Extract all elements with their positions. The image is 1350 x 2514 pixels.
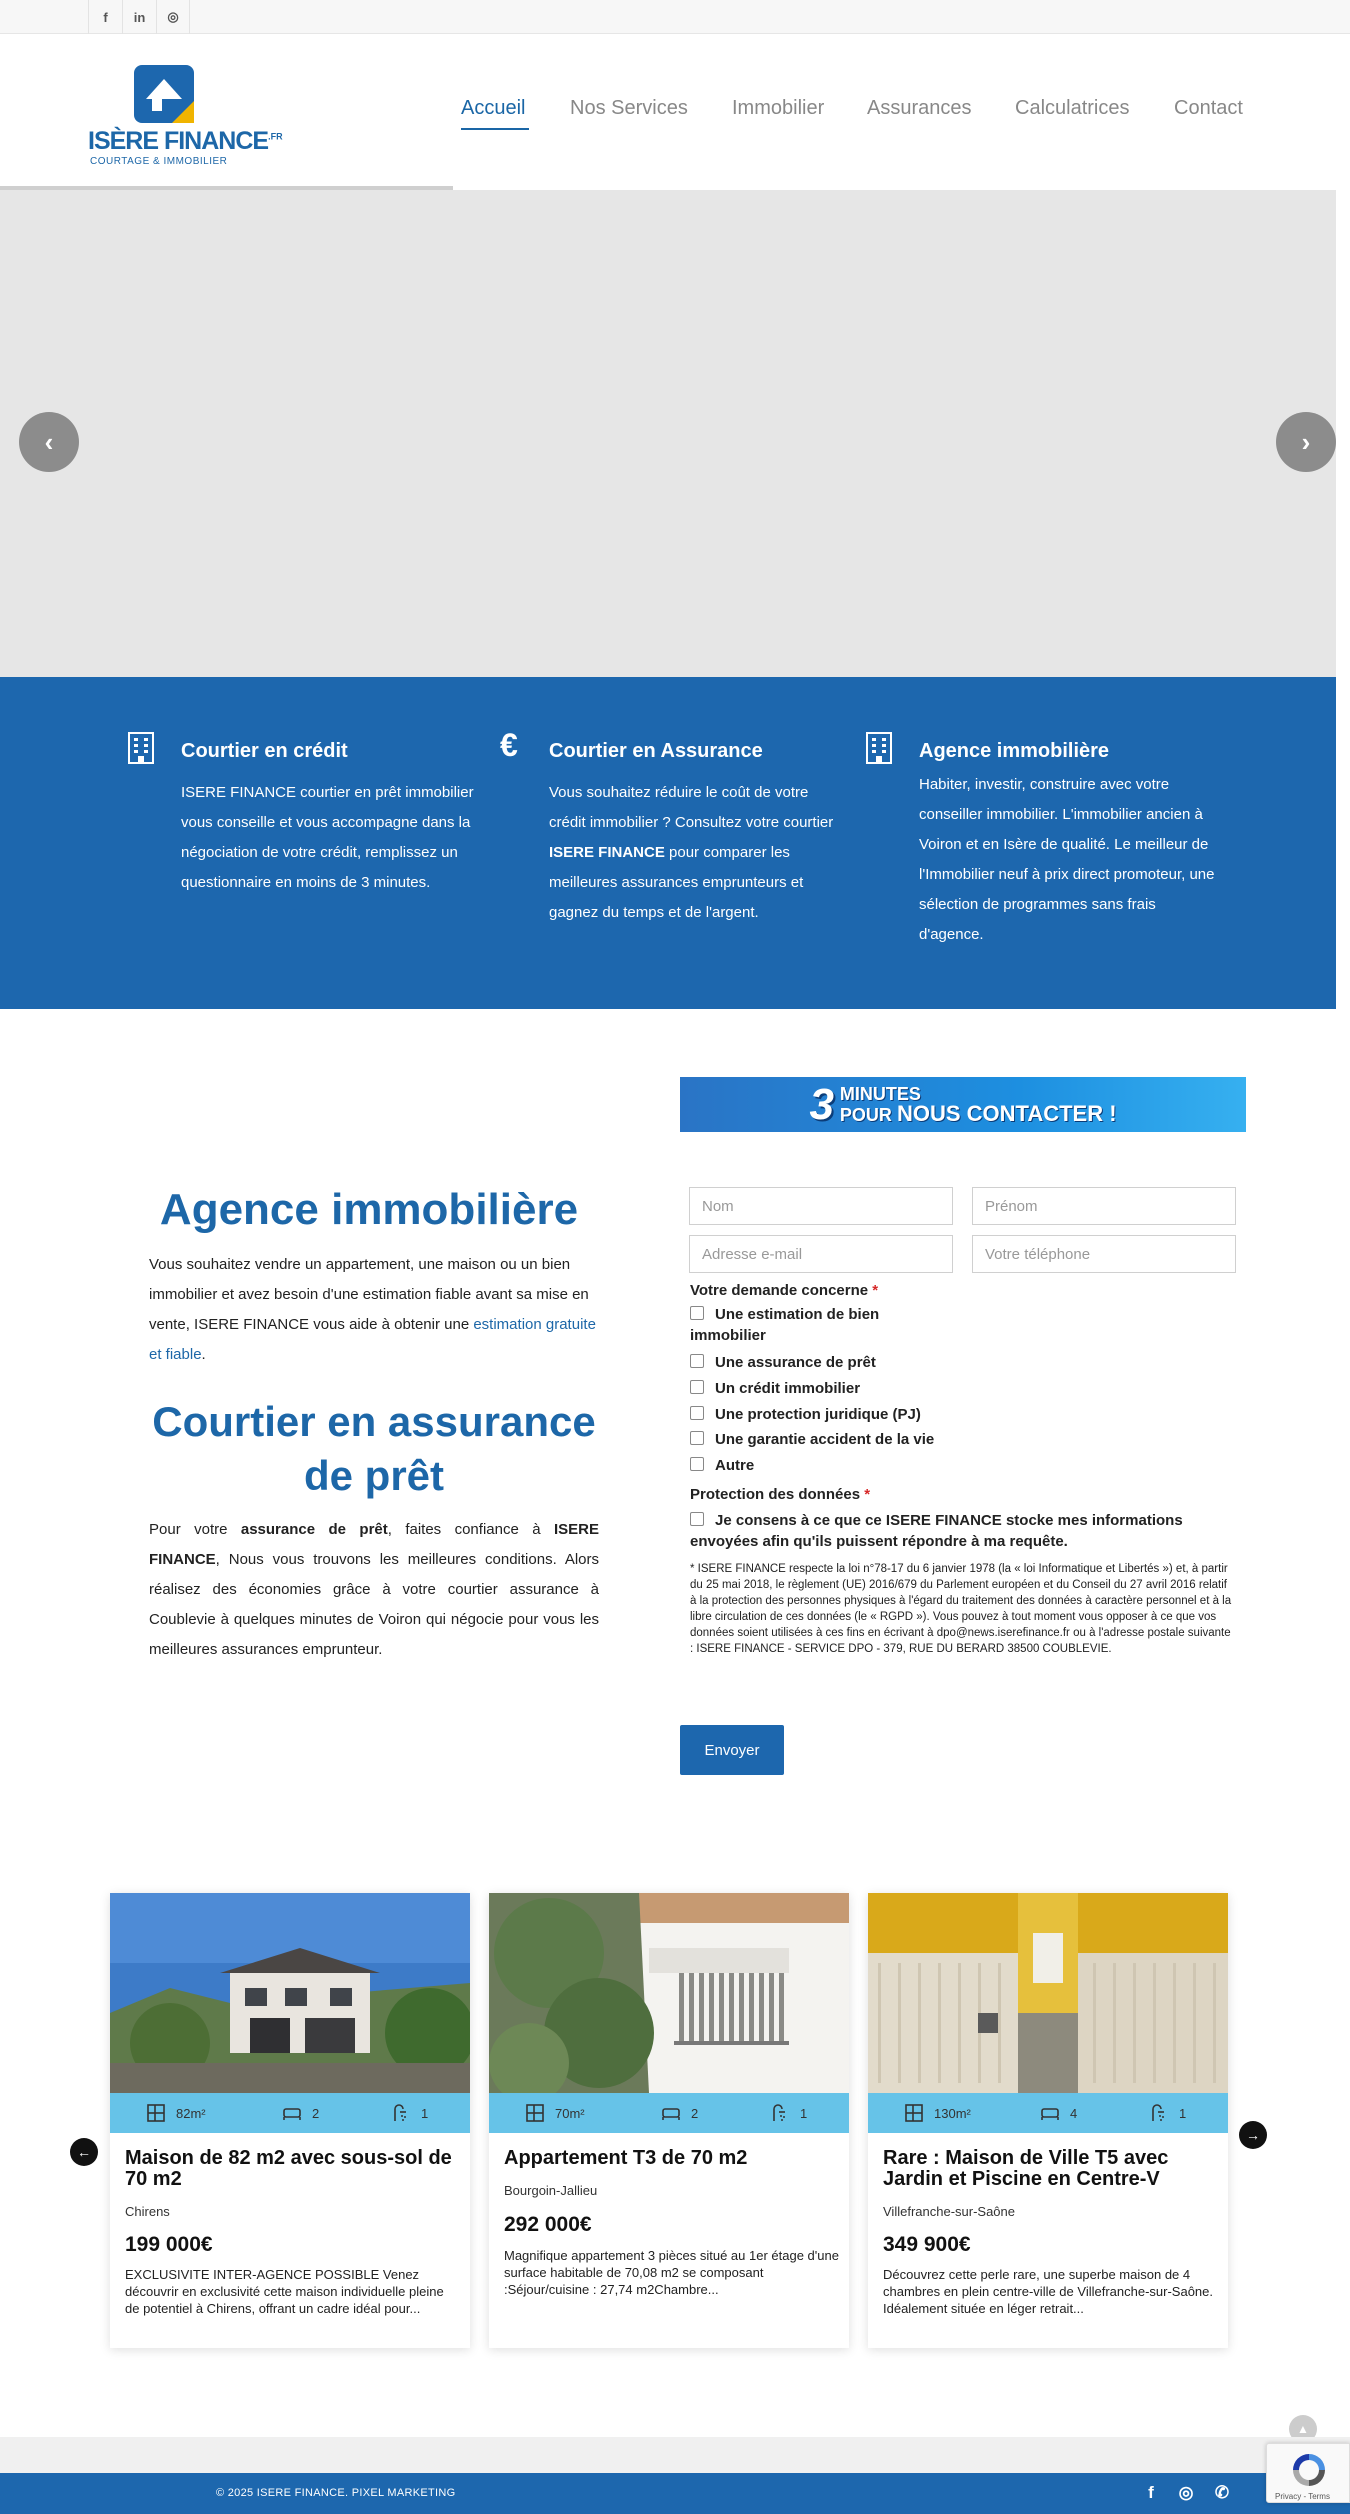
- option-garantie-accident[interactable]: Une garantie accident de la vie: [690, 1429, 950, 1450]
- listing-city: Bourgoin-Jallieu: [504, 2183, 598, 2198]
- instagram-icon[interactable]: ◎: [1178, 2483, 1194, 2502]
- checkbox[interactable]: [690, 1380, 704, 1394]
- listing-photo: [868, 1893, 1228, 2093]
- listing-price: 349 900€: [883, 2233, 971, 2256]
- contact-banner[interactable]: [680, 1077, 1246, 1132]
- logo-title: ISÈRE $FINANCE^{.FR}$: [88, 127, 283, 155]
- slider-prev-button[interactable]: [19, 412, 79, 472]
- rooms-stat: 2: [661, 2093, 698, 2133]
- listing-title[interactable]: Maison de 82 m2 avec sous-sol de 70 m2: [125, 2147, 452, 2190]
- email-input[interactable]: [689, 1235, 953, 1273]
- checkbox[interactable]: [690, 1406, 704, 1420]
- building-icon: [866, 732, 892, 764]
- carousel-prev-button[interactable]: [70, 2138, 98, 2166]
- arrow-left-icon: ←: [77, 2144, 91, 2160]
- agence-paragraph: Vous souhaitez vendre un appartement, une maison ou un bien immobilier et avez besoin d'une estimation fiable avant sa mise en vente, ISERE FINANCE vous aide à obtenir une estimation gratuite et fiable.: [149, 1256, 596, 1363]
- shower-icon: [770, 2103, 790, 2123]
- shower-icon: [391, 2103, 411, 2123]
- chevron-up-icon: ▲: [1297, 2422, 1309, 2436]
- phone-input[interactable]: [972, 1235, 1236, 1273]
- chevron-left-icon: ‹: [44, 426, 54, 457]
- whatsapp-icon[interactable]: ✆: [1214, 2483, 1230, 2502]
- arrow-right-icon: →: [1246, 2127, 1260, 2143]
- banner-number: 3: [809, 1079, 834, 1129]
- site-footer: [0, 2473, 1350, 2514]
- nom-input[interactable]: [689, 1187, 953, 1225]
- euro-icon: €: [500, 727, 518, 763]
- bed-icon: [282, 2103, 302, 2123]
- listing-stats: [489, 2093, 849, 2133]
- estimation-link[interactable]: estimation gratuite et fiable: [149, 1316, 596, 1363]
- area-stat: 70m²: [525, 2093, 585, 2133]
- nav-assurances[interactable]: Assurances: [867, 97, 972, 119]
- area-stat: 130m²: [904, 2093, 971, 2133]
- bed-icon: [661, 2103, 681, 2123]
- nav-nos-services[interactable]: Nos Services: [570, 97, 688, 119]
- option-protection-juridique[interactable]: Une protection juridique (PJ): [690, 1404, 950, 1425]
- nav-calculatrices[interactable]: Calculatrices: [1015, 97, 1130, 119]
- listing-city: Villefranche-sur-Saône: [883, 2204, 1015, 2219]
- listing-stats: [868, 2093, 1228, 2133]
- option-estimation[interactable]: Une estimation de bien immobilier: [690, 1306, 880, 1344]
- listing-city: Chirens: [125, 2204, 170, 2219]
- linkedin-icon[interactable]: in: [122, 0, 156, 34]
- feature-title-credit: Courtier en crédit: [181, 740, 348, 762]
- option-credit-immobilier[interactable]: Un crédit immobilier: [690, 1378, 950, 1399]
- hero-slider: [0, 190, 1336, 677]
- rooms-stat: 4: [1040, 2093, 1077, 2133]
- listing-title[interactable]: Appartement T3 de 70 m2: [504, 2147, 748, 2169]
- feature-title-assurance: Courtier en Assurance: [549, 740, 763, 762]
- nav-accueil[interactable]: Accueil: [461, 97, 526, 119]
- courtier-heading: Courtier en assurance de prêt: [152, 1398, 596, 1499]
- consent-checkbox-row[interactable]: Je consens à ce que ce ISERE FINANCE stocke mes informations envoyées afin qu'ils puissent répondre à ma requête.: [690, 1512, 1183, 1550]
- listing-card[interactable]: [110, 1893, 470, 2348]
- courtier-paragraph: Pour votre assurance de prêt, faites confiance à ISERE FINANCE, Nous vous trouvons les meilleures conditions. Alors réalisez des économies grâce à votre courtier assurance à Coublevie à quelques minutes de Voiron qui négocie pour vous les meilleures assurances emprunteur.: [149, 1521, 599, 1658]
- top-social-bar: [0, 0, 1350, 34]
- recaptcha-badge[interactable]: [1266, 2443, 1350, 2503]
- protection-label: Protection des données *: [690, 1486, 871, 1503]
- instagram-icon[interactable]: ◎: [156, 0, 190, 34]
- demande-label: Votre demande concerne *: [690, 1282, 879, 1299]
- feature-text-assurance: Vous souhaitez réduire le coût de votre crédit immobilier ? Consultez votre courtier ISERE FINANCE pour comparer les meilleures assurances emprunteurs et gagnez du temps et de l'argent.: [549, 784, 834, 921]
- bed-icon: [1040, 2103, 1060, 2123]
- listing-title[interactable]: Rare : Maison de Ville T5 avec Jardin et Piscine en Centre-V: [883, 2147, 1169, 2190]
- listing-card[interactable]: [489, 1893, 849, 2348]
- prenom-input[interactable]: [972, 1187, 1236, 1225]
- floorplan-icon: [525, 2103, 545, 2123]
- baths-stat: 1: [391, 2093, 428, 2133]
- legal-notice: * ISERE FINANCE respecte la loi n°78-17 du 6 janvier 1978 (la « loi Informatique et Libertés ») et, à partir du 25 mai 2018, le règlement (UE) 2016/679 du Parlement européen et du Conseil du 27 avril 2016 relatif à la protection des personnes physiques à l'égard du traitement des données à caractère personnel et à la libre circulation de ces données (le « RGPD »). Vous pouvez à tout moment vous opposer à ce que vos données soient utilisées à ces fins en écrivant à dpo@news.iserefinance.fr ou à l'adresse postale suivante : ISERE FINANCE - SERVICE DPO - 379, RUE DU BERARD 38500 COUBLEVIE.: [690, 1563, 1232, 1655]
- option-assurance-pret[interactable]: Une assurance de prêt: [690, 1352, 950, 1373]
- footer-strip: [0, 2437, 1350, 2473]
- baths-stat: 1: [770, 2093, 807, 2133]
- listing-price: 292 000€: [504, 2213, 592, 2236]
- listing-description: Découvrez cette perle rare, une superbe maison de 4 chambres en plein centre-ville de Villefranche-sur-Saône. Idéalement située en léger retrait...: [883, 2267, 1213, 2316]
- services-band: [0, 677, 1336, 1009]
- copyright-text: © 2025 ISERE FINANCE. PIXEL MARKETING: [216, 2487, 456, 2499]
- listing-description: Magnifique appartement 3 pièces situé au 1er étage d'une surface habitable de 70,08 m2 se composant :Séjour/cuisine : 27,74 m2Chambre...: [504, 2248, 839, 2297]
- listing-description: EXCLUSIVITE INTER-AGENCE POSSIBLE Venez découvrir en exclusivité cette maison individuelle pleine de potentiel à Chirens, offrant un cadre idéal pour...: [125, 2267, 444, 2316]
- logo-house-icon: [132, 63, 196, 125]
- listing-stats: [110, 2093, 470, 2133]
- floorplan-icon: [146, 2103, 166, 2123]
- nav-immobilier[interactable]: Immobilier: [732, 97, 825, 119]
- banner-text: MINUTES POUR NOUS CONTACTER !: [839, 1084, 1117, 1126]
- submit-button[interactable]: Envoyer: [680, 1725, 784, 1775]
- facebook-icon[interactable]: f: [88, 0, 122, 34]
- listing-price: 199 000€: [125, 2233, 213, 2256]
- listing-photo: [110, 1893, 470, 2093]
- recaptcha-icon: [1289, 2450, 1329, 2490]
- area-stat: 82m²: [146, 2093, 206, 2133]
- option-autre[interactable]: Autre: [690, 1455, 950, 1476]
- rooms-stat: 2: [282, 2093, 319, 2133]
- checkbox[interactable]: [690, 1354, 704, 1368]
- feature-text-credit: ISERE FINANCE courtier en prêt immobilier vous conseille et vous accompagne dans la négociation de votre crédit, remplissez un questionnaire en moins de 3 minutes.: [181, 784, 474, 891]
- listing-card[interactable]: [868, 1893, 1228, 2348]
- checkbox[interactable]: [690, 1431, 704, 1445]
- baths-stat: 1: [1149, 2093, 1186, 2133]
- site-header: [0, 35, 1336, 187]
- feature-text-agence: Habiter, investir, construire avec votre conseiller immobilier. L'immobilier ancien à Voiron et en Isère de qualité. Le meilleur de l'Immobilier neuf à prix direct promoteur, une sélection de programmes sans frais d'agence.: [919, 776, 1215, 943]
- feature-title-agence: Agence immobilière: [919, 740, 1110, 762]
- floorplan-icon: [904, 2103, 924, 2123]
- site-logo[interactable]: [88, 63, 283, 167]
- carousel-next-button[interactable]: [1239, 2121, 1267, 2149]
- logo-subtitle: COURTAGE & IMMOBILIER: [90, 156, 228, 167]
- facebook-icon[interactable]: f: [1148, 2483, 1154, 2502]
- agence-heading: Agence immobilière: [159, 1185, 579, 1234]
- checkbox[interactable]: [690, 1306, 704, 1320]
- checkbox[interactable]: [690, 1457, 704, 1471]
- building-icon: [128, 732, 154, 764]
- slider-next-button[interactable]: [1276, 412, 1336, 472]
- checkbox[interactable]: [690, 1512, 704, 1526]
- shower-icon: [1149, 2103, 1169, 2123]
- chevron-right-icon: ›: [1301, 426, 1311, 457]
- recaptcha-links[interactable]: Privacy - Terms: [1275, 2492, 1330, 2501]
- nav-active-underline: [461, 128, 529, 130]
- nav-contact[interactable]: Contact: [1174, 97, 1243, 119]
- listing-photo: [489, 1893, 849, 2093]
